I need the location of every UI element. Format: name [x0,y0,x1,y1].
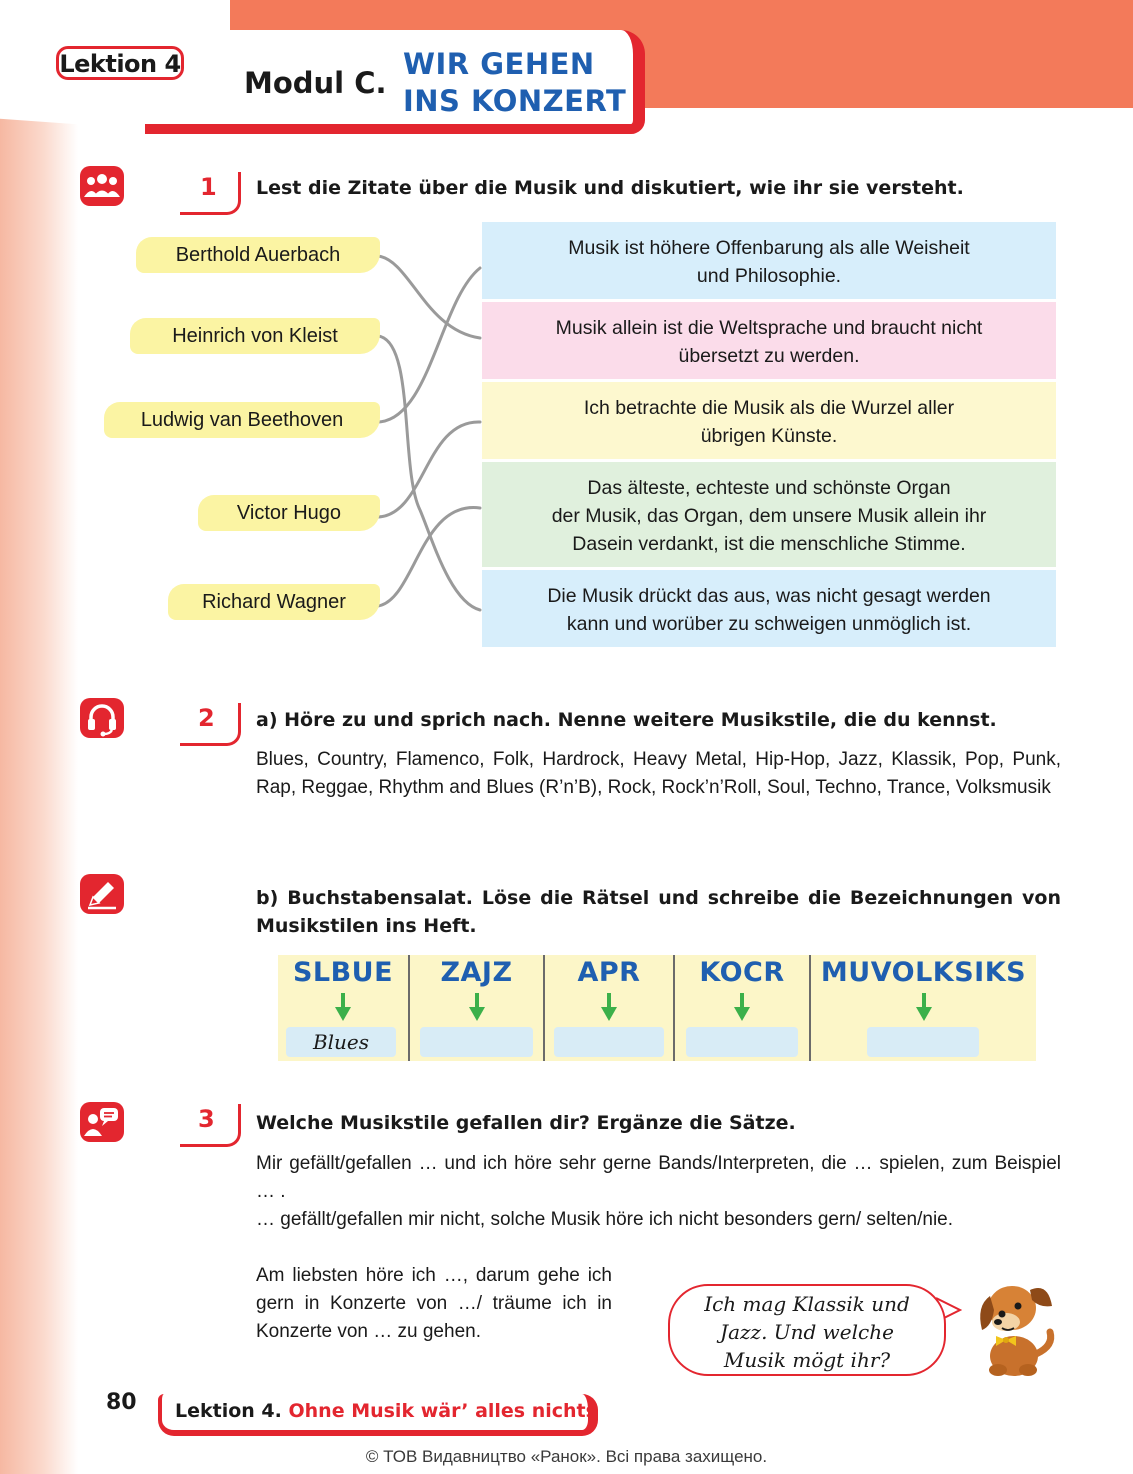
puzzle-answer [867,1027,979,1057]
quote-box [482,302,1056,379]
puzzle-word: ZAJZ [440,957,513,988]
speech-bubble [668,1284,946,1376]
puzzle-word: MUVOLKSIKS [820,957,1027,988]
author-label: Heinrich von Kleist [130,318,380,354]
group-icon [80,166,124,206]
arrow-down-icon [601,993,617,1021]
quote-line: der Musik, das Organ, dem unsere Musik allein ihr [551,505,987,527]
quote-line: Musik ist höhere Offenbarung als alle Weisheit [568,237,970,259]
quote-box [482,222,1056,299]
quote-box [482,462,1056,567]
puzzle-column [545,955,675,1061]
module-label: Modul C. [244,66,387,100]
music-styles-list: Blues, Country, Flamenco, Folk, Hardrock, Heavy Metal, Hip-Hop, Jazz, Klassik, Pop, Punk, Rap, Reggae, Rhythm and Blues (R’n’B), Rock, Rock’n’Roll, Soul, Techno, Trance, Volksmusik [256,749,1061,798]
quote-line: Dasein verdankt, ist die menschliche Stimme. [572,533,966,555]
quote-box [482,382,1056,459]
arrow-down-icon [469,993,485,1021]
task-number: 3 [198,1105,215,1133]
puzzle-column [811,955,1036,1061]
task-number: 2 [198,704,215,732]
quote-line: kann und worüber zu schweigen unmöglich ist. [566,613,972,635]
task-title: Welche Musikstile gefallen dir? Ergänze die Sätze. [256,1112,796,1134]
sentence-template: Am liebsten höre ich …, darum gehe ich gern in Konzerte von …/ träume ich in Konzerte von … zu gehen. [256,1265,612,1342]
quote-line: Musik allein ist die Weltsprache und braucht nicht [555,317,983,339]
puzzle-word: SLBUE [292,957,394,988]
quote-line: Die Musik drückt das aus, was nicht gesagt werden [547,585,991,607]
quote-box [482,570,1056,647]
puzzle-answer [686,1027,798,1057]
puzzle-column [410,955,545,1061]
module-title [403,46,626,120]
quote-line: Das älteste, echteste und schönste Organ [587,477,951,499]
puzzle-word: KOCR [699,957,785,988]
quote-line: und Philosophie. [696,265,842,287]
footer-title [175,1400,597,1422]
speech-line: Musik mögt ihr? [723,1348,891,1372]
task-title: Lest die Zitate über die Musik und diskutiert, wie ihr sie versteht. [256,177,964,199]
author-label: Berthold Auerbach [136,237,380,273]
puzzle-column [278,955,410,1061]
speech-line: Jazz. Und welche [720,1320,894,1344]
footer-lesson-title: Ohne Musik wär’ alles nichts [288,1400,597,1422]
left-gradient-strip [0,0,78,1474]
speech-person-icon [80,1102,124,1142]
arrow-down-icon [734,993,750,1021]
module-title-line1: WIR GEHEN [403,47,595,81]
copyright-notice: © ТОВ Видавництво «Ранок». Всі права захищено. [365,1447,768,1466]
quote-line: übrigen Künste. [700,425,838,447]
quote-line: übersetzt zu werden. [678,345,860,367]
headphones-icon [80,698,124,738]
pencil-icon [80,874,124,914]
author-label: Richard Wagner [168,584,380,620]
puzzle-answer [420,1027,533,1057]
author-label: Victor Hugo [198,495,380,531]
footer-lesson-label: Lektion 4. [175,1400,282,1422]
author-label: Ludwig van Beethoven [104,402,380,438]
puzzle-answer: Blues [286,1027,396,1057]
task-title: b) Buchstabensalat. Löse die Rätsel und schreibe die Bezeichnungen von Musikstilen ins Heft. [256,887,1061,937]
puzzle-column [675,955,811,1061]
module-title-line2: INS KONZERT [403,84,627,118]
sentence-template: Mir gefällt/gefallen … und ich höre sehr gerne Bands/Interpreten, die … spielen, zum Beispiel … . [256,1153,1061,1202]
page-number: 80 [106,1390,137,1415]
matching-lines [370,220,490,640]
arrow-down-icon [916,993,932,1021]
quote-line: Ich betrachte die Musik als die Wurzel aller [583,397,955,419]
letter-puzzle-table [278,955,1036,1061]
puzzle-answer [554,1027,664,1057]
task-number: 1 [200,173,217,201]
sentence-template: … gefällt/gefallen mir nicht, solche Musik höre ich nicht besonders gern/ selten/nie. [256,1209,954,1230]
speech-line: Ich mag Klassik und [704,1292,910,1316]
arrow-down-icon [335,993,351,1021]
puzzle-word: APR [577,957,641,988]
lesson-badge: Lektion 4 [56,46,184,80]
task-title: a) Höre zu und sprich nach. Nenne weitere Musikstile, die du kennst. [256,709,997,731]
dog-mascot [968,1266,1064,1378]
